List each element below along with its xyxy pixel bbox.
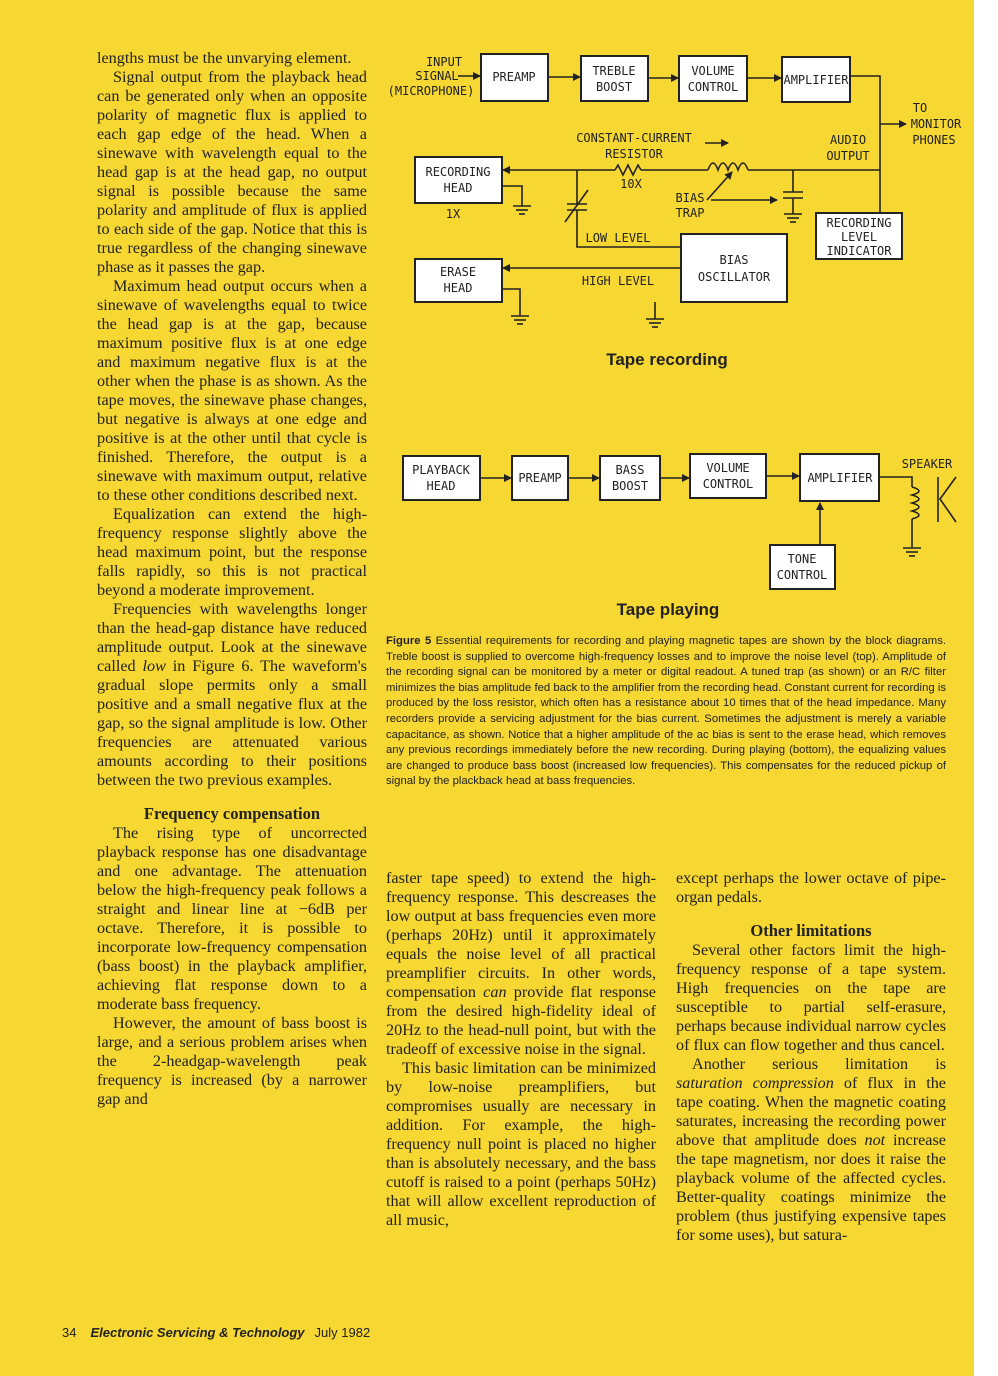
indicator-line3: INDICATOR: [826, 244, 892, 258]
emphasis-text: low: [142, 657, 166, 675]
recording-head-block: [415, 157, 502, 203]
caption-text: Essential requirements for recording and playing magnetic tapes are shown by the block diagrams. Treble boost is supplied to overcome high-frequency losses and to improve the noise level (top). Amplitude of the recording signal can be monitored by a meter or digital readout. A tuned trap (as shown) or an R/C filter minimizes the bias amplitude fed back to the amplifier from the recording head. Constant current for recording is produced by the loss resistor, which often has a resistance about 10 times that of the head impedance. Many recorders provide a servicing adjustment for the bias current. Sometimes the adjustment is merely a variable capacitance, as shown. Notice that a higher amplitude of the ac bias is sent to the erase head, which removes any previous recordings immediately before the new recording. During playing (bottom), the equalizing values are changed to produce bass boost (increased low frequencies). This compensates for the reduced pickup of signal by the plackback head at bass frequencies.: [386, 635, 946, 788]
volume-label-line1: VOLUME: [691, 64, 735, 78]
monitor-label-line1: TO: [912, 101, 928, 115]
playing-diagram: [403, 454, 956, 619]
bias-trap-pointer: [707, 172, 732, 200]
emphasis-text: not: [864, 1131, 886, 1149]
text-column-2: [386, 869, 656, 1230]
volume-control-block: [679, 56, 747, 101]
monitor-label-line3: PHONES: [912, 133, 956, 147]
resistor-label-line2: RESISTOR: [605, 147, 663, 161]
recording-head-line2: HEAD: [443, 181, 473, 195]
volume-control-line1: VOLUME: [706, 461, 750, 475]
playback-head-line1: PLAYBACK: [412, 463, 470, 477]
text-column-3: [676, 869, 946, 1245]
section-heading: Other limitations: [750, 921, 872, 940]
text-run: of flux in the tape coating. When the magnetic coating saturates, increasing the recording power above that amplitude does: [676, 1074, 946, 1149]
constant-current-resistor: [615, 165, 641, 175]
text-column-1: [97, 49, 367, 1109]
paragraph: However, the amount of bass boost is large, and a serious problem arises when the 2-headgap-wavelength peak frequency is increased (by a narrower gap and: [97, 1014, 367, 1108]
treble-boost-block: [581, 56, 648, 101]
ground-lead: [502, 186, 522, 206]
volume-control-line2: CONTROL: [702, 477, 754, 491]
figure-caption: [386, 634, 946, 790]
preamp-label: PREAMP: [492, 70, 536, 84]
recording-diagram-title: Tape recording: [606, 350, 728, 369]
speaker-label: SPEAKER: [901, 457, 953, 471]
paragraph: Equalization can extend the high-frequency response slightly above the head maximum point, but the response falls rapidly, so this is not practical beyond a moderate improvement.: [97, 505, 367, 599]
text-run: faster tape speed) to extend the high-frequency response. This descreases the low output at bass frequencies even more (perhaps 20Hz) until it approximately equals the noise level of all practical preamplifier circuits. In other words, compensation: [386, 869, 656, 1001]
treble-label-line1: TREBLE: [592, 64, 636, 78]
emphasis-text: saturation compression: [676, 1074, 834, 1092]
emphasis-text: can: [483, 983, 507, 1001]
input-label-line1: INPUT: [425, 55, 463, 69]
text-run: provide flat response from the desired high-fidelity ideal of 20Hz to the head-null point, but with the tradeoff of excessive noise in the signal.: [386, 983, 656, 1058]
publication-name: Electronic Servicing & Technology: [90, 1325, 305, 1340]
paragraph: Maximum head output occurs when a sinewave of wavelengths equal to twice the head gap is at the gap, because maximum positive flux is at one edge and maximum negative flux is at the other when the phase is as shown. As the tape moves, the sinewave phase changes, but negative is always at one edge and positive is at the other until that cycle is finished. Therefore, the output is a sinewave with maximum output, relative to these other conditions described next.: [97, 277, 367, 504]
bias-trap-line1: BIAS: [675, 191, 705, 205]
bias-oscillator-line1: BIAS: [719, 253, 749, 267]
resistor-value-label: 10X: [620, 177, 642, 191]
erase-head-line2: HEAD: [443, 281, 473, 295]
text-run: increase the tape magnetism, nor does it raise the playback volume of the affected cycles. Better-quality coatings minimize the problem (thus justifying expensive tapes for some uses), but satura-: [676, 1131, 946, 1244]
erase-head-line1: ERASE: [439, 265, 477, 279]
bass-boost-line2: BOOST: [611, 479, 649, 493]
paragraph: except perhaps the lower octave of pipe-organ pedals.: [676, 869, 946, 906]
recording-head-impedance: 1X: [445, 207, 461, 221]
speaker-cone: [940, 477, 956, 522]
ground-lead: [502, 289, 520, 316]
paragraph: [386, 869, 656, 1059]
bias-oscillator-line2: OSCILLATOR: [697, 270, 771, 284]
input-label-line3: (MICROPHONE): [387, 84, 475, 98]
text-run: Frequencies with wavelengths longer than the head-gap distance have reduced amplitude output. Look at the sinewave called: [97, 600, 367, 675]
volume-label-line2: CONTROL: [687, 80, 739, 94]
issue-date: July 1982: [314, 1325, 371, 1340]
bass-boost-line1: BASS: [615, 463, 645, 477]
recording-head-line1: RECORDING: [425, 165, 491, 179]
tone-control-line1: TONE: [787, 552, 817, 566]
bias-trap-coil: [708, 163, 748, 170]
playing-diagram-title: Tape playing: [616, 600, 720, 619]
paragraph: Several other factors limit the high-frequency response of a tape system. High frequencies on the tape are susceptible to partial self-erasure, perhaps because individual narrow cycles of flux can flow together and thus cancel.: [676, 941, 946, 1054]
text-run: Another serious limitation is: [692, 1055, 946, 1073]
low-level-label: LOW LEVEL: [585, 231, 651, 245]
tone-control-line2: CONTROL: [776, 568, 828, 582]
paragraph: lengths must be the unvarying element.: [97, 49, 352, 67]
playback-head-line2: HEAD: [426, 479, 456, 493]
input-label-line2: SIGNAL: [415, 69, 459, 83]
paragraph: Signal output from the playback head can be generated only when an opposite polarity of magnetic flux is applied to each gap edge of the head. When a sinewave with wavelength equal to the head gap is at the head gap, no output signal is possible because the same polarity and amplitude of flux is applied to each side of the gap. Notice that this is true regardless of the changing sinewave phase as it passes the gap.: [97, 68, 367, 276]
paragraph: This basic limitation can be minimized by low-noise preamplifiers, but compromises usually are necessary in addition. For example, the high-frequency null point is placed no higher than is absolutely necessary, and the bass cutoff is raised to a point (perhaps 50Hz) that will allow excellent reproduction of all music,: [386, 1059, 656, 1229]
caption-label: Figure 5: [386, 635, 432, 647]
figure-5-diagrams: [385, 44, 970, 629]
preamp-label: PREAMP: [518, 471, 562, 485]
paragraph: The rising type of uncorrected playback response has one disadvantage and one advantage. The attenuation below the high-frequency peak follows a straight and linear line at −6dB per octave. Therefore, it is possible to incorporate low-frequency compensation (bass boost) in the playback amplifier, achieving flat response down to a moderate bass frequency.: [97, 824, 367, 1013]
amplifier-label: AMPLIFIER: [783, 73, 849, 87]
bias-oscillator-block: [681, 234, 787, 302]
resistor-label-line1: CONSTANT-CURRENT: [576, 131, 692, 145]
speaker-coil: [912, 487, 919, 519]
amplifier-label: AMPLIFIER: [807, 471, 873, 485]
text-run: in Figure 6. The waveform's gradual slope permits only a small positive and a small negative flux at the gap, so the signal amplitude is low. Other frequencies are attenuated various amounts according to their positions between the two previous examples.: [97, 657, 367, 789]
paragraph: [676, 1055, 946, 1245]
recording-diagram: [388, 54, 962, 369]
high-level-label: HIGH LEVEL: [581, 274, 655, 288]
treble-label-line2: BOOST: [595, 80, 633, 94]
bias-trap-line2: TRAP: [675, 206, 705, 220]
audio-output-line2: OUTPUT: [826, 149, 870, 163]
indicator-line2: LEVEL: [840, 230, 878, 244]
page-number: 34: [62, 1325, 77, 1340]
page-footer: [62, 1325, 370, 1340]
section-heading: Frequency compensation: [143, 804, 321, 823]
audio-output-line1: AUDIO: [829, 133, 867, 147]
monitor-label-line2: MONITOR: [910, 117, 962, 131]
paragraph: [97, 600, 367, 790]
indicator-line1: RECORDING: [826, 216, 892, 230]
speaker-lead: [879, 477, 912, 487]
